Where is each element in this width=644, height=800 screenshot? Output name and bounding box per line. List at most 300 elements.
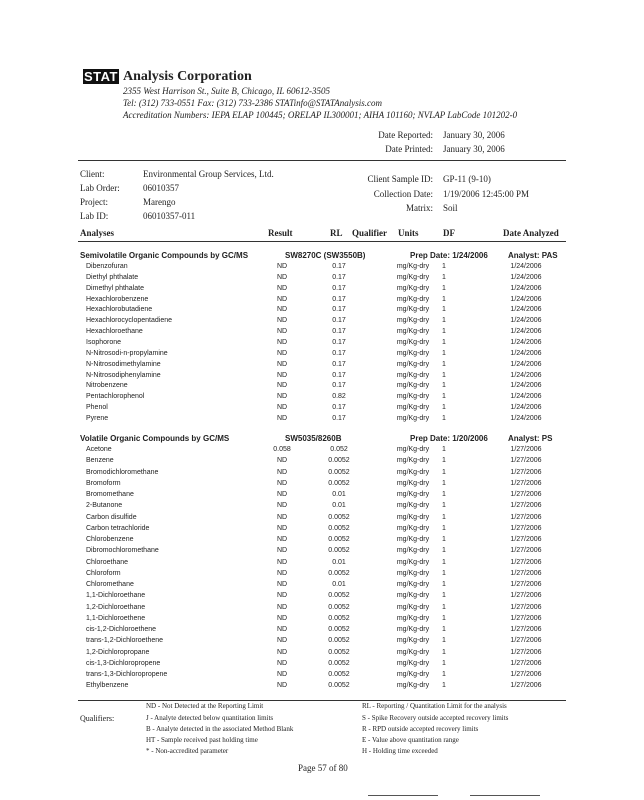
table-row [0,402,644,413]
units-value: mg/Kg-dry [396,360,430,368]
client-label: Client: [80,169,105,179]
table-row [0,304,644,315]
analyte-name: cis-1,2-Dichloroethene [86,626,157,633]
result-value: ND [276,558,288,566]
divider [78,241,566,242]
units-value: mg/Kg-dry [396,479,430,487]
accreditation-numbers: Accreditation Numbers: IEPA ELAP 100445; ORELAP IL300001; AIHA 101160; NVLAP LabCode 101202-0 [123,110,518,120]
rl-value: 0.17 [332,328,346,336]
table-row [0,283,644,294]
analyte-name: Chloroethane [86,558,129,566]
table-row [0,489,644,500]
section-prep-date: Prep Date: 1/20/2006 [410,434,488,443]
result-value: ND [276,349,288,357]
legend-item: * - Non-accredited parameter [146,747,229,755]
analyte-name: 1,2-Dichloroethane [86,603,146,611]
table-row [0,380,644,391]
date-printed-label: Date Printed: [385,144,433,154]
units-value: mg/Kg-dry [396,513,430,521]
analyte-name: 2-Butanone [86,502,123,510]
rl-value: 0.01 [332,558,346,566]
units-value: mg/Kg-dry [396,659,430,667]
date-analyzed-value: 1/27/2006 [510,682,542,690]
units-value: mg/Kg-dry [396,295,430,303]
table-row [0,669,644,680]
analyte-name: Chloroform [86,569,121,577]
table-row [0,680,644,691]
result-value: ND [276,614,288,622]
df-value: 1 [442,603,446,611]
result-value: ND [276,306,288,314]
section-method: SW5035/8260B [285,434,342,443]
date-analyzed-value: 1/27/2006 [510,491,542,498]
col-date-analyzed: Date Analyzed [503,228,559,238]
date-analyzed-value: 1/24/2006 [510,295,542,303]
units-value: mg/Kg-dry [396,414,430,422]
result-value: ND [276,371,288,379]
company-name: Analysis Corporation [123,69,252,84]
signature-line [368,795,438,796]
rl-value: 0.0052 [328,524,350,532]
result-value: ND [276,263,288,270]
units-value: mg/Kg-dry [396,306,430,314]
units-value: mg/Kg-dry [396,648,430,656]
table-row [0,272,644,283]
table-row [0,413,644,424]
df-value: 1 [442,502,446,510]
analyte-name: Hexachlorobutadiene [86,306,153,314]
result-value: ND [276,592,288,600]
matrix-value: Soil [443,203,458,213]
analyte-name: cis-1,3-Dichloropropene [86,659,161,667]
analyte-name: Dimethyl phthalate [86,284,144,292]
date-analyzed-value: 1/27/2006 [510,603,542,611]
rl-value: 0.0052 [328,513,350,521]
rl-value: 0.17 [332,371,346,379]
result-value: ND [276,404,288,412]
analyte-name: Chlorobenzene [86,536,134,543]
date-analyzed-value: 1/24/2006 [510,328,542,336]
date-analyzed-value: 1/27/2006 [510,536,542,543]
analyte-name: Chloromethane [86,581,134,588]
analyte-name: Nitrobenzene [86,382,128,390]
lab-order-label: Lab Order: [80,183,120,193]
rl-value: 0.0052 [328,592,350,600]
legend-item: S - Spike Recovery outside accepted recovery limits [362,714,509,722]
date-analyzed-value: 1/27/2006 [510,446,542,453]
df-value: 1 [442,581,446,588]
analyte-name: Dibenzofuran [86,263,128,270]
rl-value: 0.17 [332,306,346,314]
table-row [0,590,644,601]
date-analyzed-value: 1/24/2006 [510,317,542,325]
rl-value: 0.0052 [328,682,350,690]
date-analyzed-value: 1/24/2006 [510,404,542,412]
date-analyzed-value: 1/24/2006 [510,349,542,357]
analyte-name: Benzene [86,457,114,465]
rl-value: 0.01 [332,491,346,498]
rl-value: 0.17 [332,382,346,390]
table-row [0,391,644,402]
df-value: 1 [442,513,446,521]
result-value: ND [276,284,288,292]
analyte-name: trans-1,3-Dichloropropene [86,671,168,678]
df-value: 1 [442,295,446,303]
units-value: mg/Kg-dry [396,468,430,476]
df-value: 1 [442,382,446,390]
units-value: mg/Kg-dry [396,404,430,412]
units-value: mg/Kg-dry [396,671,430,678]
df-value: 1 [442,648,446,656]
analyte-name: 1,1-Dichloroethane [86,592,146,600]
col-units: Units [398,228,419,238]
date-analyzed-value: 1/27/2006 [510,547,542,555]
project-value: Marengo [143,197,176,207]
col-rl: RL [330,228,343,238]
rl-value: 0.0052 [328,614,350,622]
legend-item: J - Analyte detected below quantitation limits [146,714,274,722]
df-value: 1 [442,338,446,346]
units-value: mg/Kg-dry [396,328,430,336]
units-value: mg/Kg-dry [396,338,430,346]
units-value: mg/Kg-dry [396,382,430,390]
table-row [0,557,644,568]
analyte-name: Hexachloroethane [86,328,143,336]
result-value: ND [276,524,288,532]
date-analyzed-value: 1/24/2006 [510,306,542,314]
table-row [0,359,644,370]
analyte-name: Carbon tetrachloride [86,524,150,532]
analyte-name: Bromomethane [86,491,134,498]
table-row [0,523,644,534]
date-analyzed-value: 1/24/2006 [510,263,542,270]
result-value: ND [276,581,288,588]
lab-id-label: Lab ID: [80,211,109,221]
analyte-name: Pentachlorophenol [86,393,145,401]
df-value: 1 [442,626,446,633]
table-row [0,658,644,669]
analyte-name: 1,2-Dichloropropane [86,648,150,656]
collection-date-value: 1/19/2006 12:45:00 PM [443,189,530,199]
units-value: mg/Kg-dry [396,284,430,292]
df-value: 1 [442,306,446,314]
date-analyzed-value: 1/24/2006 [510,284,542,292]
section-analyst: Analyst: PS [508,434,553,443]
df-value: 1 [442,349,446,357]
date-analyzed-value: 1/27/2006 [510,648,542,656]
date-analyzed-value: 1/24/2006 [510,338,542,346]
legend-item: R - RPD outside accepted recovery limits [362,725,479,733]
date-analyzed-value: 1/27/2006 [510,581,542,588]
result-value: ND [276,393,288,401]
col-analyses: Analyses [80,228,115,238]
rl-value: 0.17 [332,349,346,357]
result-value: ND [276,637,288,645]
df-value: 1 [442,659,446,667]
table-row [0,455,644,466]
result-value: ND [276,671,288,678]
analyte-name: N-Nitrosodimethylamine [86,360,161,368]
date-analyzed-value: 1/24/2006 [510,382,542,390]
df-value: 1 [442,536,446,543]
df-value: 1 [442,592,446,600]
units-value: mg/Kg-dry [396,502,430,510]
section-method: SW8270C (SW3550B) [285,251,366,260]
analyte-name: Bromoform [86,479,121,487]
date-analyzed-value: 1/27/2006 [510,558,542,566]
rl-value: 0.01 [332,502,346,510]
rl-value: 0.17 [332,295,346,303]
project-label: Project: [80,197,108,207]
table-row [0,568,644,579]
units-value: mg/Kg-dry [396,371,430,379]
df-value: 1 [442,614,446,622]
table-row [0,337,644,348]
client-value: Environmental Group Services, Ltd. [143,169,274,179]
date-analyzed-value: 1/27/2006 [510,659,542,667]
df-value: 1 [442,414,446,422]
analyte-name: trans-1,2-Dichloroethene [86,637,164,645]
qualifiers-label: Qualifiers: [80,714,115,723]
legend-item: H - Holding time exceeded [362,747,438,755]
analyte-name: Phenol [86,404,108,412]
table-row [0,326,644,337]
rl-value: 0.0052 [328,547,350,555]
table-row [0,315,644,326]
df-value: 1 [442,371,446,379]
client-sample-id-value: GP-11 (9-10) [443,174,491,184]
date-printed-value: January 30, 2006 [443,144,505,154]
units-value: mg/Kg-dry [396,592,430,600]
rl-value: 0.052 [330,446,348,453]
units-value: mg/Kg-dry [396,581,430,588]
rl-value: 0.0052 [328,569,350,577]
units-value: mg/Kg-dry [396,626,430,633]
result-value: ND [276,502,288,510]
date-analyzed-value: 1/27/2006 [510,592,542,600]
table-row [0,261,644,272]
df-value: 1 [442,569,446,577]
legend-item: B - Analyte detected in the associated Method Blank [146,725,294,733]
result-value: ND [276,414,288,422]
df-value: 1 [442,637,446,645]
date-analyzed-value: 1/27/2006 [510,524,542,532]
divider [78,700,566,701]
analyte-name: Ethylbenzene [86,682,129,690]
section-prep-date: Prep Date: 1/24/2006 [410,251,488,260]
rl-value: 0.17 [332,273,346,281]
rl-value: 0.0052 [328,648,350,656]
units-value: mg/Kg-dry [396,457,430,465]
analyte-name: Acetone [86,446,112,453]
date-reported-value: January 30, 2006 [443,130,505,140]
date-analyzed-value: 1/27/2006 [510,569,542,577]
company-address: 2355 West Harrison St., Suite B, Chicago, IL 60612-3505 [123,86,331,96]
df-value: 1 [442,284,446,292]
analyte-name: Pyrene [86,414,109,422]
rl-value: 0.0052 [328,479,350,487]
result-value: ND [276,273,288,281]
col-df: DF [443,228,455,238]
result-value: ND [276,547,288,555]
table-row [0,647,644,658]
result-value: ND [276,382,288,390]
units-value: mg/Kg-dry [396,637,430,645]
result-value: ND [276,295,288,303]
date-reported-label: Date Reported: [378,130,433,140]
units-value: mg/Kg-dry [396,603,430,611]
df-value: 1 [442,328,446,336]
rl-value: 0.0052 [328,626,350,633]
result-value: 0.058 [273,446,291,453]
df-value: 1 [442,317,446,325]
result-value: ND [276,338,288,346]
result-value: ND [276,626,288,633]
df-value: 1 [442,682,446,690]
table-row [0,294,644,305]
analyte-name: N-Nitrosodiphenylamine [86,371,161,379]
date-analyzed-value: 1/27/2006 [510,614,542,622]
col-qualifier: Qualifier [352,228,387,238]
table-row [0,500,644,511]
rl-value: 0.0052 [328,603,350,611]
table-row [0,370,644,381]
col-result: Result [268,228,293,238]
df-value: 1 [442,671,446,678]
df-value: 1 [442,547,446,555]
legend-item: HT - Sample received past holding time [146,736,258,744]
units-value: mg/Kg-dry [396,558,430,566]
rl-value: 0.0052 [328,659,350,667]
units-value: mg/Kg-dry [396,536,430,543]
units-value: mg/Kg-dry [396,263,430,270]
result-value: ND [276,491,288,498]
rl-value: 0.17 [332,360,346,368]
units-value: mg/Kg-dry [396,393,430,401]
table-row [0,545,644,556]
rl-value: 0.17 [332,338,346,346]
rl-value: 0.82 [332,393,346,401]
company-logo: STAT [83,69,118,84]
result-value: ND [276,468,288,476]
date-analyzed-value: 1/27/2006 [510,468,542,476]
page-number: Page 57 of 80 [298,763,348,773]
result-value: ND [276,536,288,543]
date-analyzed-value: 1/24/2006 [510,273,542,281]
analyte-name: Bromodichloromethane [86,468,159,476]
rl-value: 0.17 [332,284,346,292]
result-value: ND [276,659,288,667]
table-row [0,534,644,545]
result-value: ND [276,513,288,521]
units-value: mg/Kg-dry [396,446,430,453]
legend-item: ND - Not Detected at the Reporting Limit [146,702,264,710]
rl-value: 0.17 [332,317,346,325]
analyte-name: Hexachlorocyclopentadiene [86,317,172,325]
df-value: 1 [442,491,446,498]
units-value: mg/Kg-dry [396,682,430,690]
table-row [0,512,644,523]
table-row [0,613,644,624]
analyte-name: N-Nitrosodi-n-propylamine [86,349,168,357]
df-value: 1 [442,273,446,281]
units-value: mg/Kg-dry [396,569,430,577]
result-value: ND [276,682,288,690]
result-value: ND [276,648,288,656]
lab-order-value: 06010357 [143,183,179,193]
rl-value: 0.0052 [328,637,350,645]
analyte-name: Dibromochloromethane [86,547,159,555]
result-value: ND [276,328,288,336]
result-value: ND [276,603,288,611]
matrix-label: Matrix: [406,203,433,213]
rl-value: 0.0052 [328,671,350,678]
table-row [0,579,644,590]
date-analyzed-value: 1/24/2006 [510,371,542,379]
df-value: 1 [442,558,446,566]
section-title: Semivolatile Organic Compounds by GC/MS [80,251,249,260]
signature-line [470,795,540,796]
rl-value: 0.17 [332,414,346,422]
date-analyzed-value: 1/27/2006 [510,479,542,487]
date-analyzed-value: 1/27/2006 [510,513,542,521]
analyte-name: Diethyl phthalate [86,273,139,281]
company-contact: Tel: (312) 733-0551 Fax: (312) 733-2386 STATinfo@STATAnalysis.com [123,98,383,108]
df-value: 1 [442,468,446,476]
units-value: mg/Kg-dry [396,491,430,498]
section-analyst: Analyst: PAS [508,251,558,260]
table-row [0,635,644,646]
table-row [0,467,644,478]
rl-value: 0.0052 [328,536,350,543]
date-analyzed-value: 1/24/2006 [510,414,542,422]
section-title: Volatile Organic Compounds by GC/MS [80,434,230,443]
client-sample-id-label: Client Sample ID: [367,174,433,184]
analyte-name: 1,1-Dichloroethene [86,614,146,622]
units-value: mg/Kg-dry [396,614,430,622]
date-analyzed-value: 1/27/2006 [510,626,542,633]
legend-item: RL - Reporting / Quantitation Limit for the analysis [362,702,507,710]
df-value: 1 [442,404,446,412]
units-value: mg/Kg-dry [396,547,430,555]
date-analyzed-value: 1/27/2006 [510,671,542,678]
table-row [0,478,644,489]
units-value: mg/Kg-dry [396,349,430,357]
result-value: ND [276,457,288,465]
date-analyzed-value: 1/27/2006 [510,637,542,645]
table-row [0,444,644,455]
divider [78,160,566,161]
legend-item: E - Value above quantitation range [362,736,459,744]
df-value: 1 [442,360,446,368]
result-value: ND [276,360,288,368]
df-value: 1 [442,524,446,532]
date-analyzed-value: 1/27/2006 [510,457,542,465]
lab-id-value: 06010357-011 [143,211,196,221]
date-analyzed-value: 1/27/2006 [510,502,542,510]
rl-value: 0.0052 [328,457,350,465]
table-row [0,624,644,635]
units-value: mg/Kg-dry [396,317,430,325]
collection-date-label: Collection Date: [373,189,433,199]
rl-value: 0.17 [332,263,346,270]
analyte-name: Carbon disulfide [86,513,137,521]
rl-value: 0.01 [332,581,346,588]
df-value: 1 [442,446,446,453]
result-value: ND [276,569,288,577]
rl-value: 0.0052 [328,468,350,476]
analyte-name: Isophorone [86,338,122,346]
